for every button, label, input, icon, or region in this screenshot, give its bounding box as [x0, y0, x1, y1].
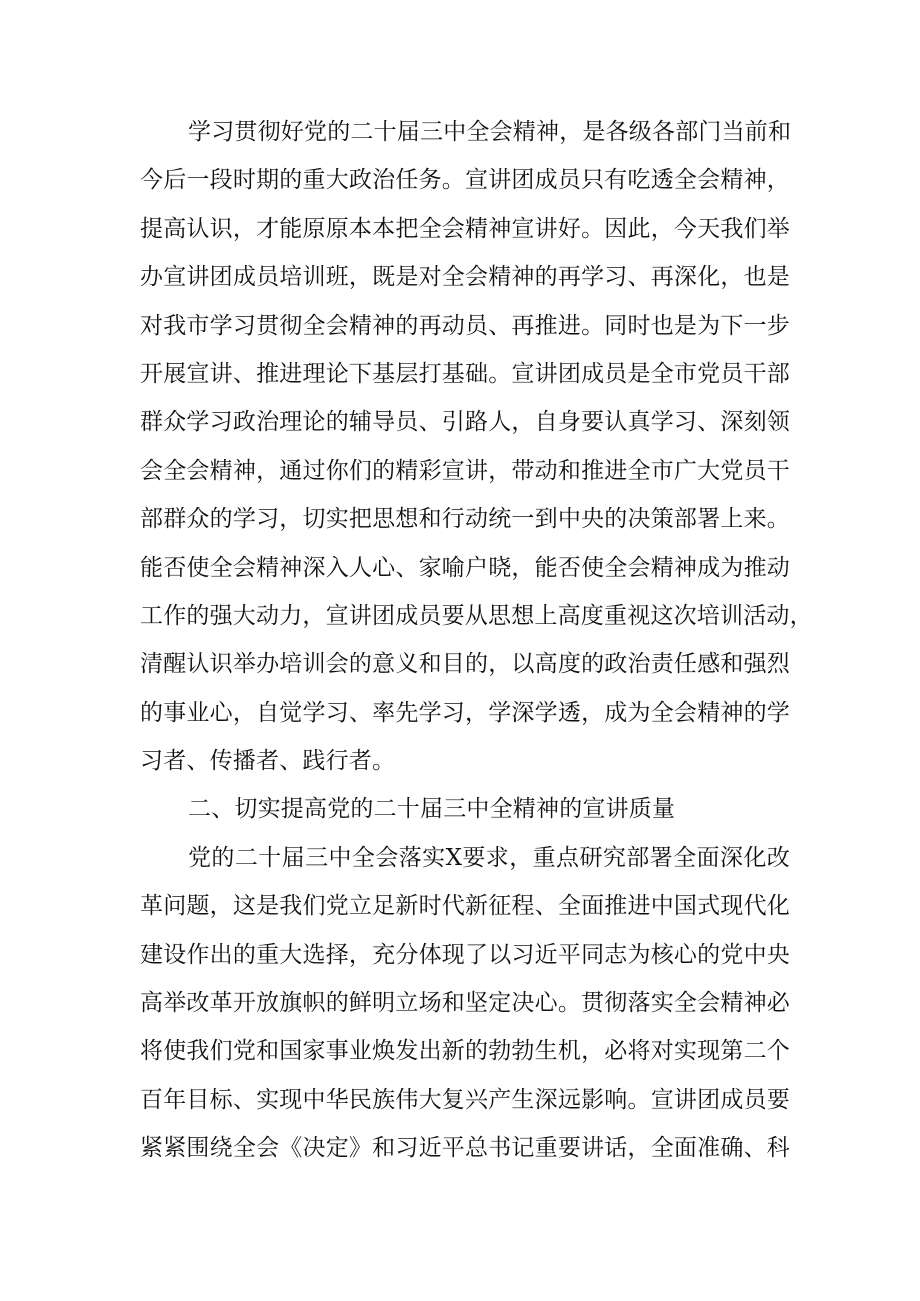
paragraph-2-line-7: 紧紧围绕全会《决定》和习近平总书记重要讲话，全面准确、科 [140, 1135, 790, 1162]
paragraph-1-line-11: 工作的强大动力，宣讲团成员要从思想上高度重视这次培训活动， [140, 602, 813, 629]
paragraph-2-line-4: 高举改革开放旗帜的鲜明立场和坚定决心。贯彻落实全会精神必 [140, 990, 790, 1017]
paragraph-2-line-6: 百年目标、实现中华民族伟大复兴产生深远影响。宣讲团成员要 [140, 1086, 790, 1113]
paragraph-1-line-10: 能否使全会精神深入人心、家喻户晓，能否使全会精神成为推动 [140, 554, 790, 581]
paragraph-1-line-9: 部群众的学习，切实把思想和行动统一到中央的决策部署上来。 [140, 506, 790, 533]
paragraph-1-line-7: 群众学习政治理论的辅导员、引路人，自身要认真学习、深刻领 [140, 409, 790, 436]
paragraph-2-line-3: 建设作出的重大选择，充分体现了以习近平同志为核心的党中央 [140, 941, 790, 968]
paragraph-1-line-2: 今后一段时期的重大政治任务。宣讲团成员只有吃透全会精神， [140, 167, 790, 194]
paragraph-2-line-1: 党的二十届三中全会落实X要求，重点研究部署全面深化改 [188, 844, 790, 871]
paragraph-2-line-2: 革问题，这是我们党立足新时代新征程、全面推进中国式现代化 [140, 893, 790, 920]
paragraph-1-line-3: 提高认识，才能原原本本把全会精神宣讲好。因此，今天我们举 [140, 215, 790, 242]
paragraph-1-line-8: 会全会精神，通过你们的精彩宣讲，带动和推进全市广大党员干 [140, 457, 790, 484]
paragraph-2-line-5: 将使我们党和国家事业焕发出新的勃勃生机，必将对实现第二个 [140, 1038, 790, 1065]
section-heading-2: 二、切实提高党的二十届三中全精神的宣讲质量 [188, 796, 676, 823]
paragraph-1-line-13: 的事业心，自觉学习、率先学习，学深学透，成为全会精神的学 [140, 699, 790, 726]
document-body [140, 108, 813, 1173]
paragraph-1-line-1: 学习贯彻好党的二十届三中全会精神，是各级各部门当前和 [188, 119, 792, 145]
paragraph-1-line-14: 习者、传播者、践行者。 [140, 748, 396, 775]
paragraph-1-line-4: 办宣讲团成员培训班，既是对全会精神的再学习、再深化，也是 [140, 264, 790, 291]
paragraph-1-line-5: 对我市学习贯彻全会精神的再动员、再推进。同时也是为下一步 [140, 312, 790, 339]
paragraph-1-line-6: 开展宣讲、推进理论下基层打基础。宣讲团成员是全市党员干部 [140, 360, 790, 387]
paragraph-1-line-12: 清醒认识举办培训会的意义和目的，以高度的政治责任感和强烈 [140, 651, 790, 678]
